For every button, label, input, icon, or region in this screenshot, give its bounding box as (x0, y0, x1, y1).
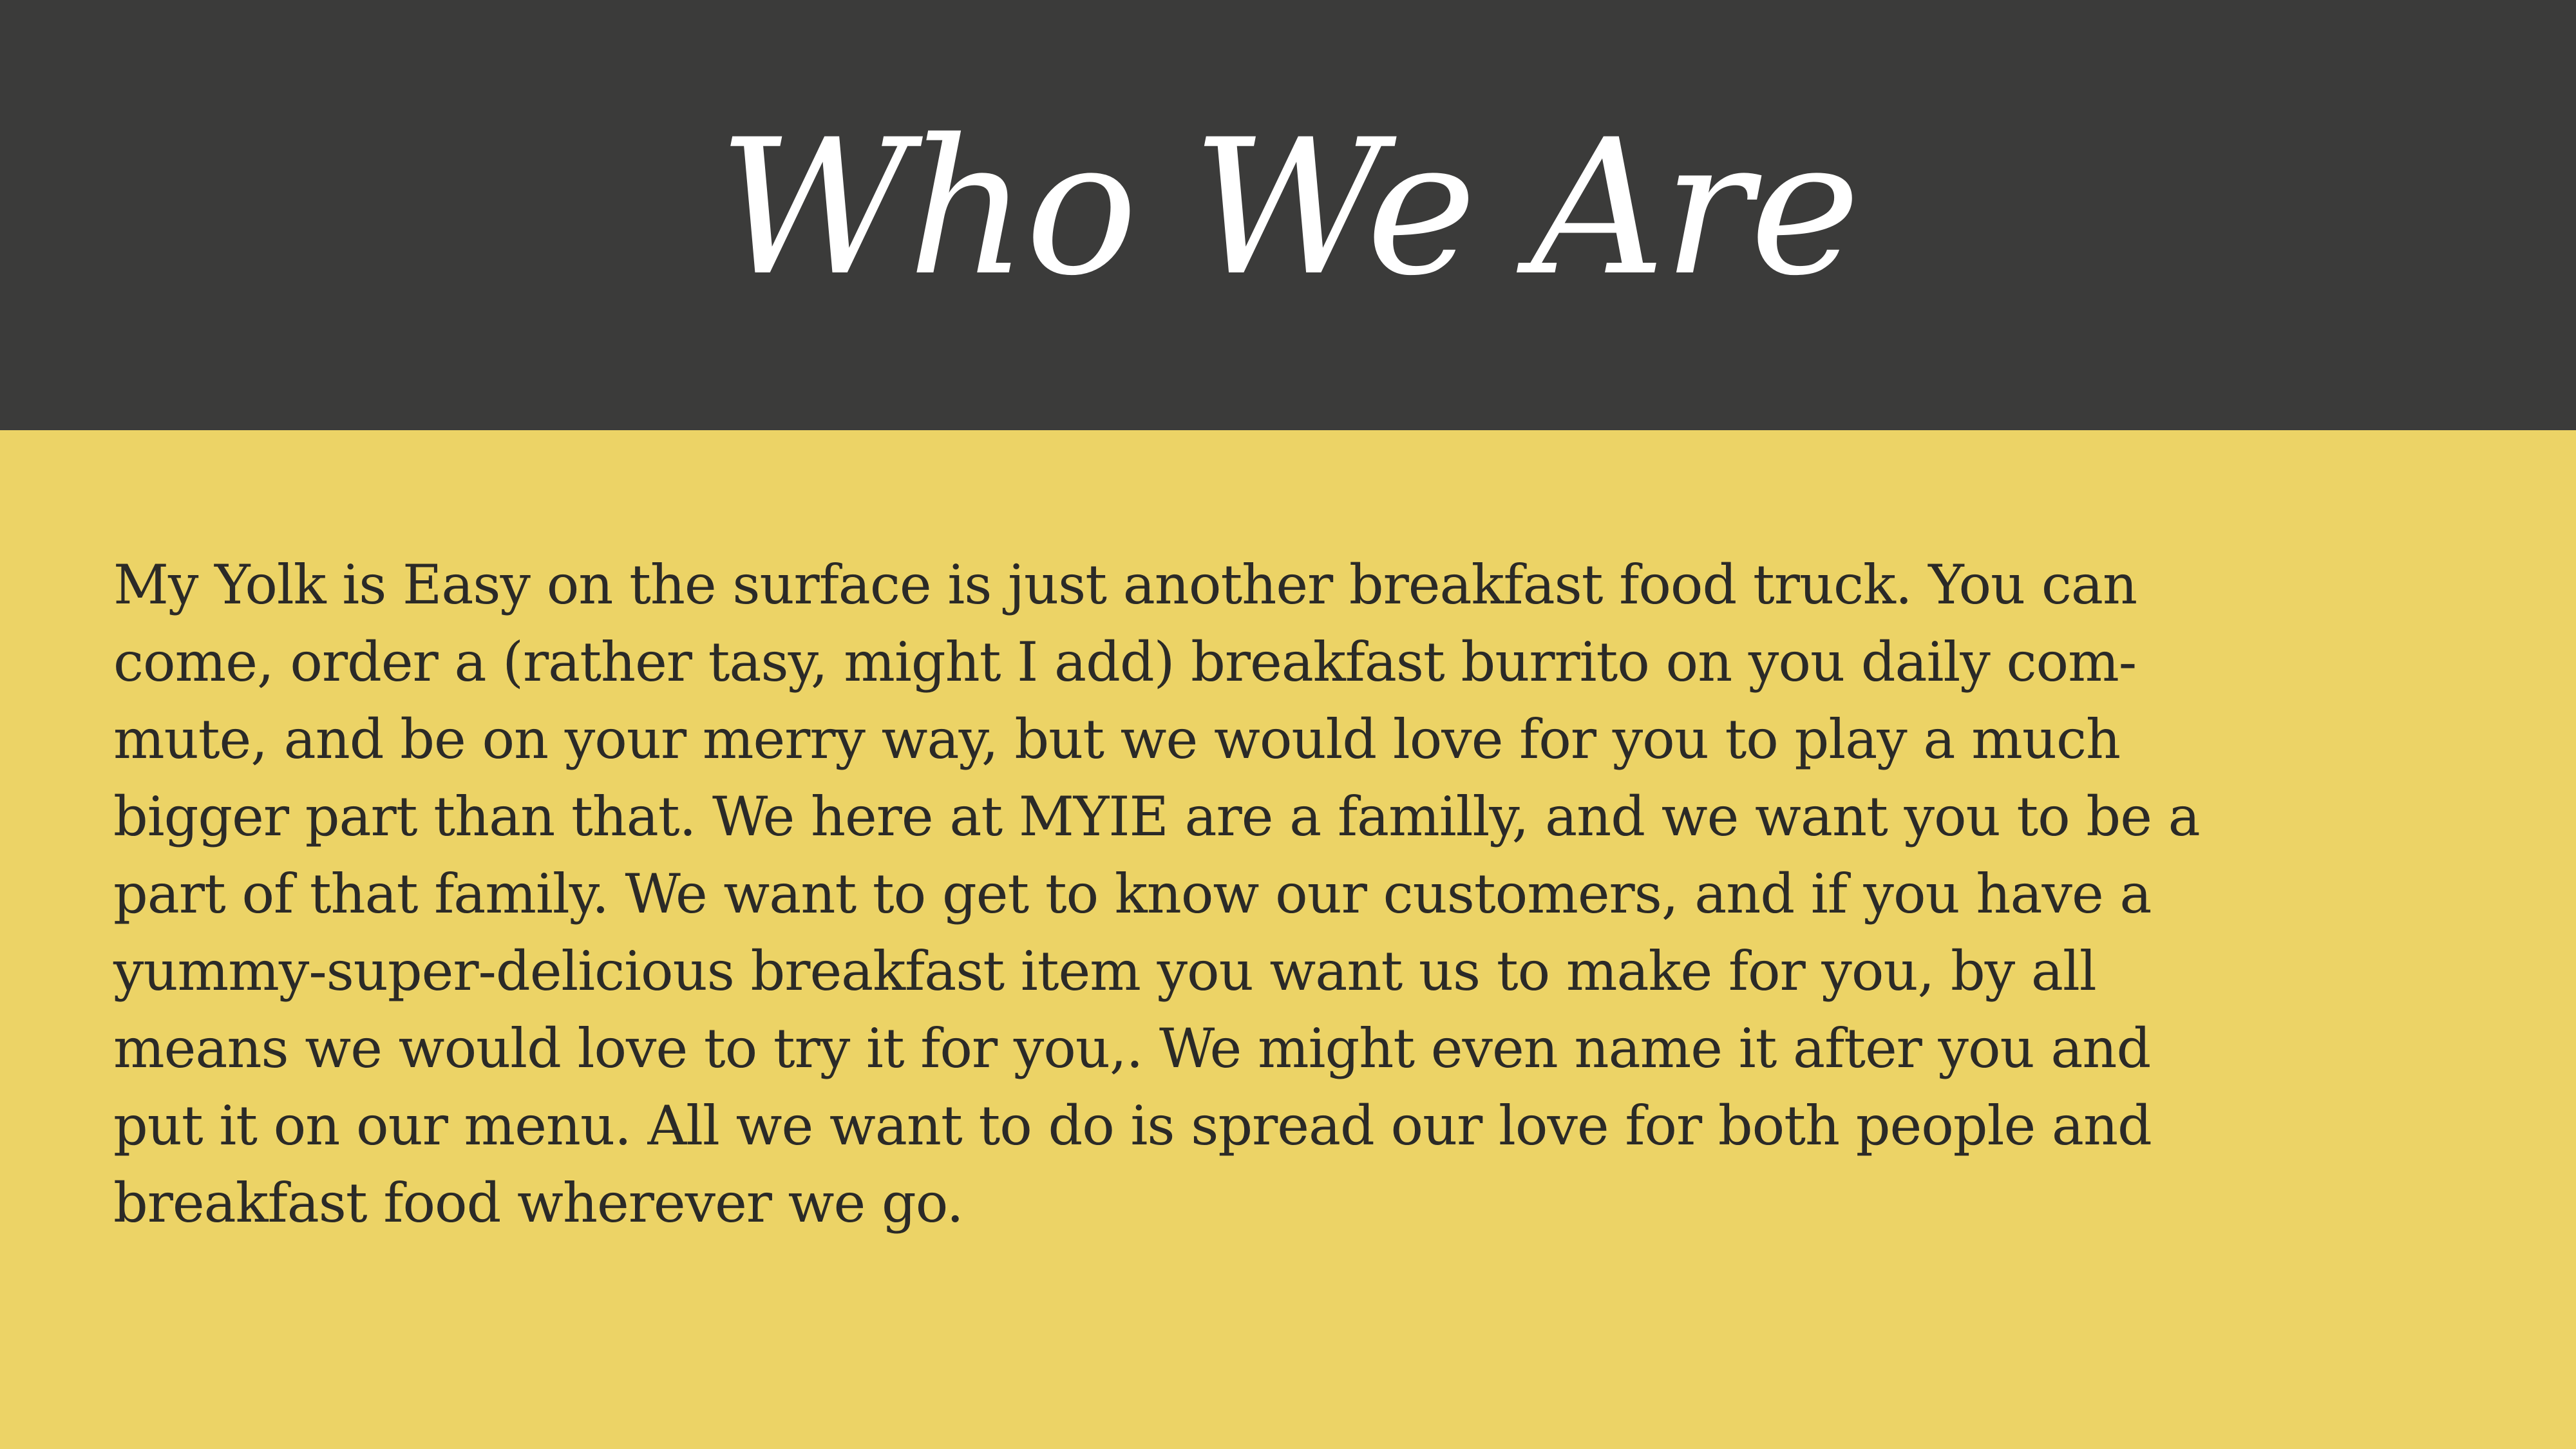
body-line: My Yolk is Easy on the surface is just another breakfast food truck. You can (113, 553, 2137, 616)
body-line: breakfast food wherever we go. (113, 1171, 963, 1235)
header-banner (0, 0, 2576, 430)
body-line: mute, and be on your merry way, but we would love for you to play a much (113, 708, 2121, 771)
content-area (0, 430, 2576, 1449)
body-line: means we would love to try it for you,. We might even name it after you and (113, 1017, 2151, 1080)
body-line: yummy-super-delicious breakfast item you want us to make for you, by all (113, 940, 2096, 1003)
body-line: come, order a (rather tasy, might I add) breakfast burrito on you daily com- (113, 630, 2137, 694)
page-title: Who We Are (718, 100, 1858, 317)
body-line: bigger part than that. We here at MYIE are a familly, and we want you to be a (113, 785, 2200, 848)
body-paragraph (113, 546, 2548, 1242)
body-line: put it on our menu. All we want to do is spread our love for both people and (113, 1094, 2152, 1157)
body-line: part of that family. We want to get to know our customers, and if you have a (113, 862, 2152, 925)
